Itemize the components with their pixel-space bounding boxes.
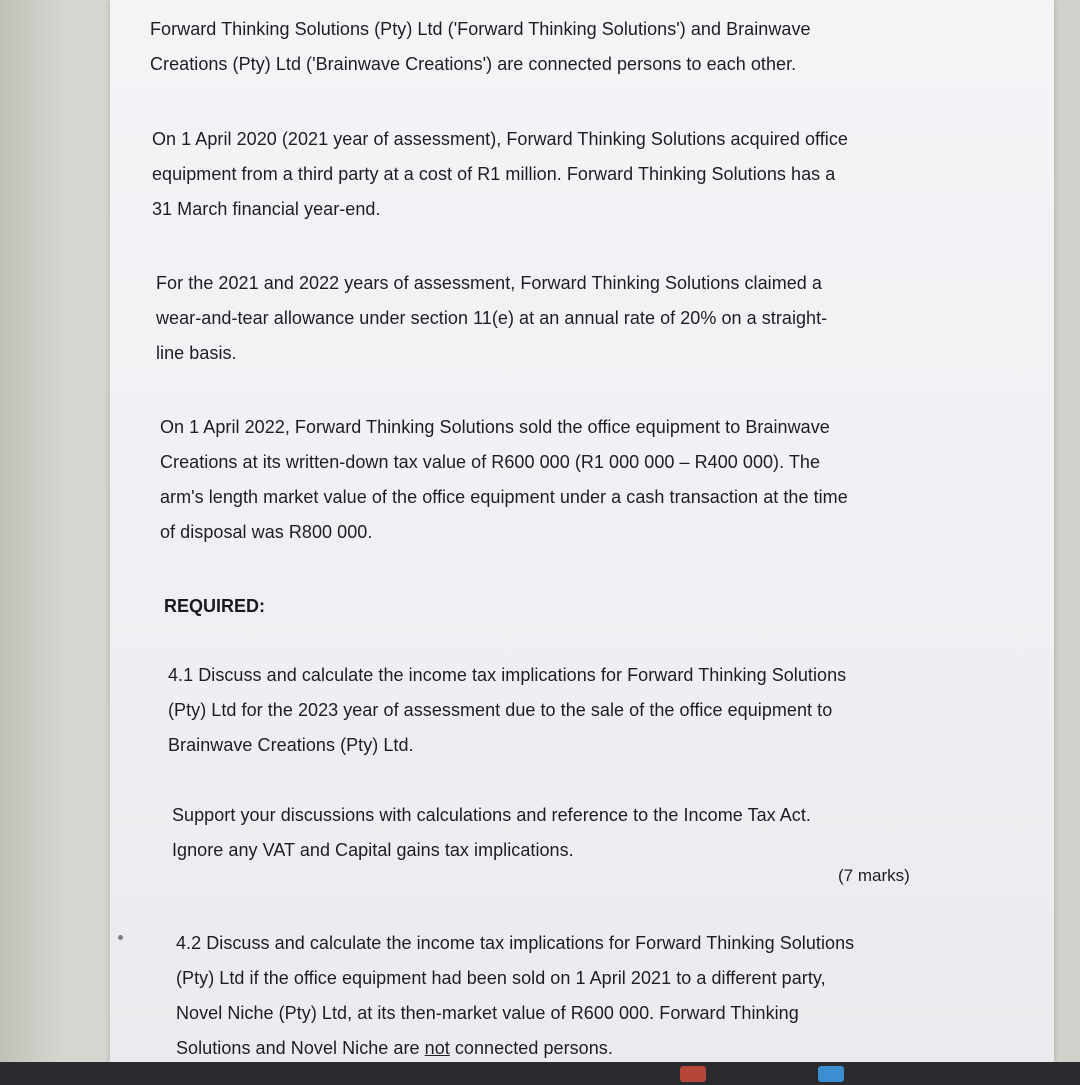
text-line: Creations at its written-down tax value of R600 000 (R1 000 000 – R400 000). The	[160, 452, 821, 473]
text-line: equipment from a third party at a cost of R1 million. Forward Thinking Solutions has a	[152, 164, 836, 185]
text-line: On 1 April 2022, Forward Thinking Solutions sold the office equipment to Brainwave	[160, 417, 830, 437]
text-line: Support your discussions with calculations and reference to the Income Tax Act.	[172, 805, 811, 825]
question-4-2	[176, 926, 854, 1066]
text-line: line basis.	[156, 343, 237, 364]
support-note	[172, 798, 811, 868]
paragraph-allowance	[156, 266, 827, 371]
taskbar-app-icon[interactable]	[818, 1066, 844, 1082]
text-line: (Pty) Ltd if the office equipment had been sold on 1 April 2021 to a different party,	[176, 968, 826, 989]
paragraph-intro	[150, 12, 811, 82]
text-fragment: Solutions and Novel Niche are	[176, 1038, 425, 1059]
paragraph-acquisition	[152, 122, 848, 227]
text-line: Brainwave Creations (Pty) Ltd.	[168, 735, 414, 756]
text-line: For the 2021 and 2022 years of assessment, Forward Thinking Solutions claimed a	[156, 273, 822, 293]
text-line: Forward Thinking Solutions (Pty) Ltd ('Forward Thinking Solutions') and Brainwave	[150, 19, 811, 39]
paragraph-sale	[160, 410, 848, 550]
margin-dot	[118, 935, 123, 940]
text-line: 31 March financial year-end.	[152, 199, 381, 220]
taskbar-app-icon[interactable]	[680, 1066, 706, 1082]
question-4-1	[168, 658, 846, 763]
text-line: Creations (Pty) Ltd ('Brainwave Creations') are connected persons to each other.	[150, 54, 797, 75]
text-line: 4.1 Discuss and calculate the income tax implications for Forward Thinking Solutions	[168, 665, 847, 685]
text-line: (Pty) Ltd for the 2023 year of assessment due to the sale of the office equipment to	[168, 700, 833, 721]
text-line: arm's length market value of the office equipment under a cash transaction at the time	[160, 487, 848, 508]
text-line: wear-and-tear allowance under section 11(e) at an annual rate of 20% on a straight-	[156, 308, 828, 329]
required-heading: REQUIRED:	[164, 596, 266, 616]
document-page	[110, 0, 1054, 1062]
taskbar	[0, 1062, 1080, 1085]
text-line: Novel Niche (Pty) Ltd, at its then-market value of R600 000. Forward Thinking	[176, 1003, 799, 1024]
text-fragment: connected persons.	[449, 1038, 613, 1059]
text-line: of disposal was R800 000.	[160, 522, 373, 543]
text-line: 4.2 Discuss and calculate the income tax implications for Forward Thinking Solutions	[176, 933, 855, 953]
text-line: On 1 April 2020 (2021 year of assessment), Forward Thinking Solutions acquired office	[152, 129, 848, 149]
marks-label: (7 marks)	[838, 866, 910, 885]
underlined-word: not	[424, 1038, 450, 1059]
text-line: Ignore any VAT and Capital gains tax implications.	[172, 840, 574, 861]
